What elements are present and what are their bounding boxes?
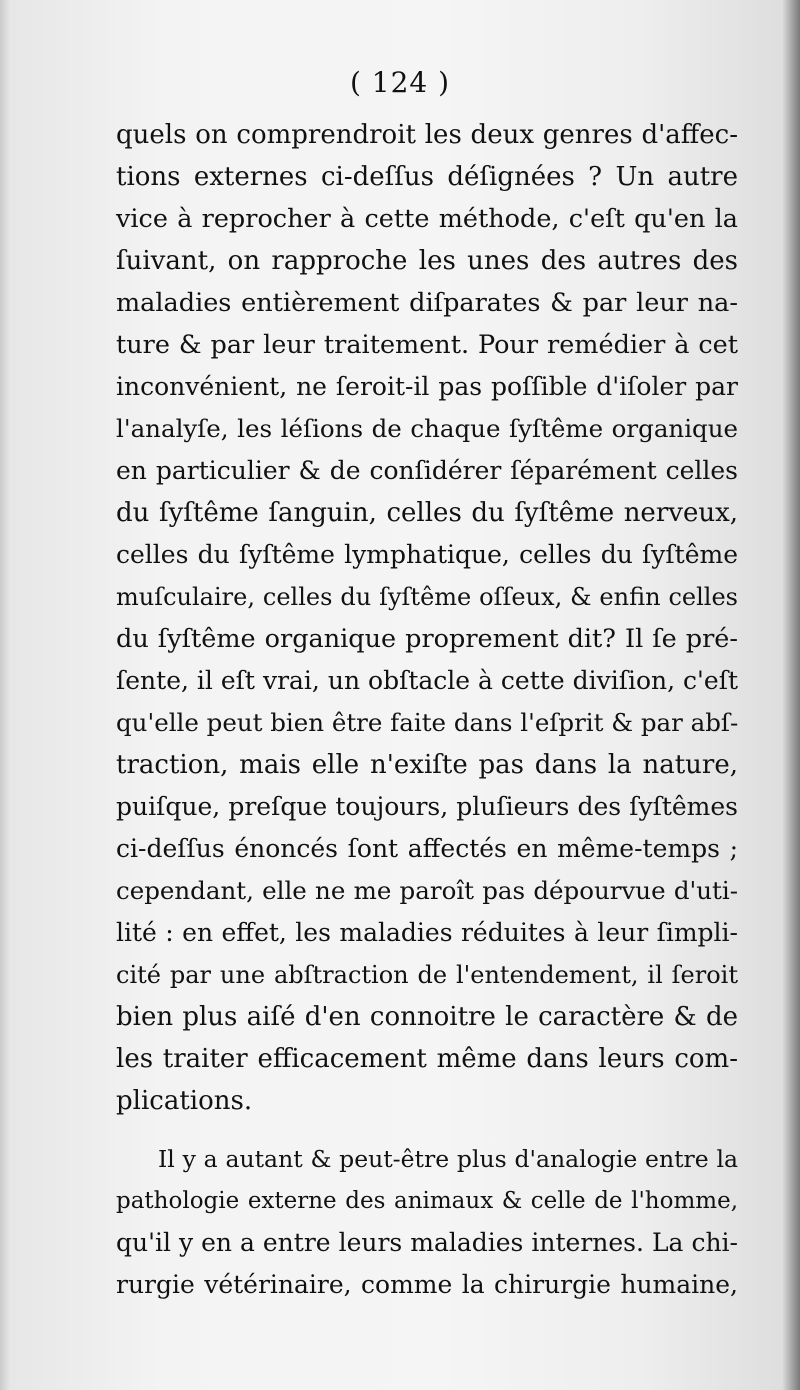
- text-line: en particulier & de conſidérer ſéparément celles: [116, 456, 738, 485]
- text-line: cité par une abſtraction de l'entendement, il ſeroit: [116, 961, 738, 989]
- text-line: ſuivant, on rapproche les unes des autres des: [116, 246, 738, 276]
- text-line: maladies entièrement diſparates & par leur na-: [116, 288, 738, 318]
- text-line: ſente, il eſt vrai, un obſtacle à cette diviſion, c'eſt: [116, 666, 738, 695]
- paragraph-1: [116, 114, 738, 1122]
- text-line: celles du ſyſtême lymphatique, celles du ſyſtême: [116, 540, 738, 569]
- text-line: du ſyſtême ſanguin, celles du ſyſtême nerveux,: [116, 498, 738, 528]
- text-line: bien plus aiſé d'en connoitre le caractère & de: [116, 1002, 738, 1032]
- text-line: tions externes ci-deſſus déſignées ? Un autre: [116, 162, 738, 192]
- text-line: lité : en effet, les maladies réduites à leur ſimpli-: [116, 918, 738, 947]
- text-line: Il y a autant & peut-être plus d'analogie entre la: [158, 1145, 738, 1173]
- text-line: rurgie vétérinaire, comme la chirurgie humaine,: [116, 1270, 738, 1299]
- paragraph-2: [116, 1138, 738, 1306]
- text-line: qu'elle peut bien être faite dans l'eſprit & par abſ-: [116, 708, 739, 737]
- text-line: plications.: [116, 1086, 253, 1116]
- text-line: inconvénient, ne ſeroit-il pas poſſible d'iſoler par: [116, 372, 738, 401]
- page-left-shadow: [0, 0, 10, 1390]
- text-line: ci-deſſus énoncés ſont affectés en même-temps ;: [116, 834, 738, 863]
- text-line: du ſyſtême organique proprement dit? Il ſe pré-: [116, 624, 738, 654]
- text-line: ture & par leur traitement. Pour remédier à cet: [116, 330, 738, 360]
- text-line: quels on comprendroit les deux genres d'affec-: [116, 120, 738, 150]
- text-line: vice à reprocher à cette méthode, c'eſt qu'en la: [116, 204, 738, 234]
- page-number: ( 124 ): [349, 66, 451, 99]
- text-line: les traiter efficacement même dans leurs com-: [116, 1044, 738, 1074]
- page-right-shadow: [782, 0, 800, 1390]
- text-line: qu'il y en a entre leurs maladies internes. La chi-: [116, 1228, 738, 1257]
- text-line: muſculaire, celles du ſyſtême oſſeux, & enfin celles: [116, 583, 738, 611]
- text-line: puiſque, preſque toujours, pluſieurs des ſyſtêmes: [116, 792, 738, 821]
- text-line: pathologie externe des animaux & celle de l'homme,: [116, 1188, 738, 1214]
- text-line: cependant, elle ne me paroît pas dépourvue d'uti-: [116, 876, 738, 905]
- text-line: l'analyſe, les léſions de chaque ſyſtême organique: [116, 414, 738, 443]
- text-line: traction, mais elle n'exiſte pas dans la nature,: [116, 750, 738, 780]
